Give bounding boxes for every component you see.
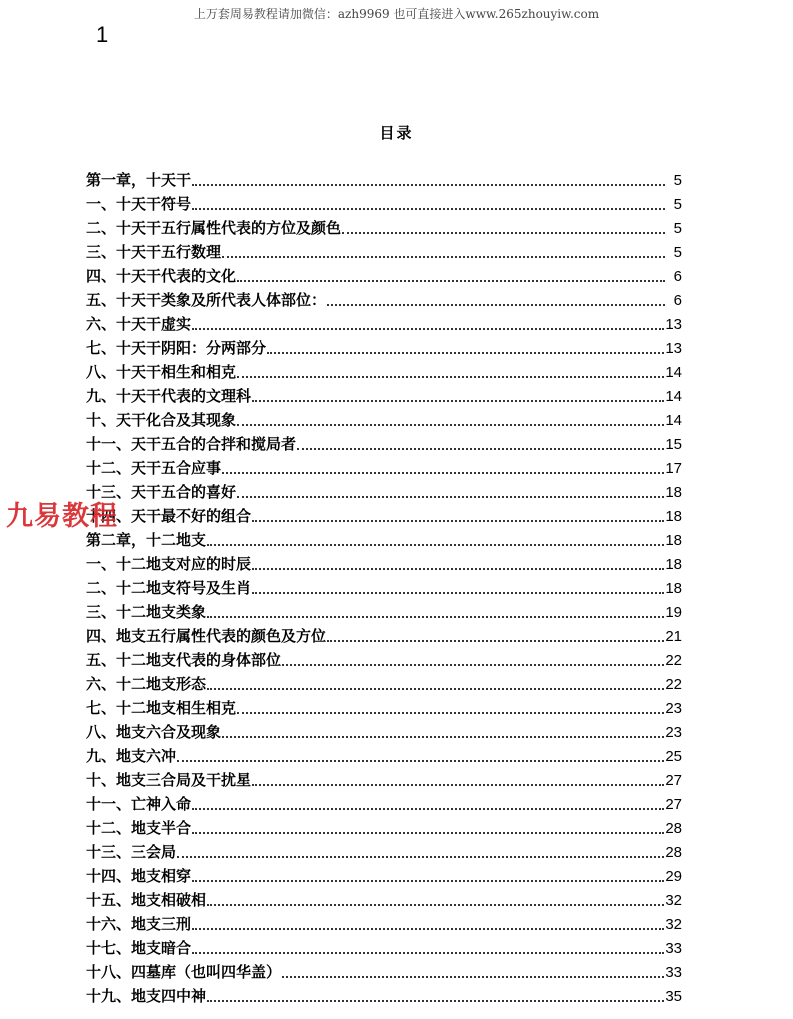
toc-entry-label: 三、十二地支类象 bbox=[86, 603, 207, 621]
toc-entry-page: 32 bbox=[665, 916, 682, 933]
toc-entry-label: 第一章，十天干 bbox=[86, 171, 192, 189]
toc-entry[interactable] bbox=[86, 336, 682, 360]
toc-entry[interactable] bbox=[86, 960, 682, 984]
toc-dot-leader bbox=[192, 818, 664, 834]
toc-dot-leader bbox=[192, 794, 664, 810]
toc-entry-page: 18 bbox=[665, 484, 682, 501]
toc-dot-leader bbox=[282, 650, 664, 666]
toc-entry-page: 22 bbox=[665, 676, 682, 693]
toc-entry[interactable] bbox=[86, 528, 682, 552]
toc-dot-leader bbox=[222, 242, 665, 258]
toc-dot-leader bbox=[192, 170, 665, 186]
header-note: 上万套周易教程请加微信：azh9969 也可直接进入www.265zhouyiw.com bbox=[193, 7, 600, 21]
toc-entry-page: 27 bbox=[665, 796, 682, 813]
toc-entry-label: 三、十天干五行数理 bbox=[86, 243, 222, 261]
toc-entry-page: 29 bbox=[665, 868, 682, 885]
toc-entry[interactable] bbox=[86, 504, 682, 528]
toc-entry-label: 十、天干化合及其现象 bbox=[86, 411, 237, 429]
toc-entry-label: 十九、地支四中神 bbox=[86, 987, 207, 1005]
toc-entry-label: 十七、地支暗合 bbox=[86, 939, 192, 957]
toc-entry-page: 5 bbox=[673, 172, 682, 189]
toc-dot-leader bbox=[282, 962, 664, 978]
toc-dot-leader bbox=[207, 530, 664, 546]
toc-entry-label: 十三、三会局 bbox=[86, 843, 177, 861]
toc-entry-page: 17 bbox=[665, 460, 682, 477]
toc-entry-label: 九、十天干代表的文理科 bbox=[86, 387, 252, 405]
toc-entry[interactable] bbox=[86, 312, 682, 336]
toc-dot-leader bbox=[192, 314, 664, 330]
toc-dot-leader bbox=[252, 770, 664, 786]
toc-entry-page: 5 bbox=[673, 196, 682, 213]
toc-entry[interactable] bbox=[86, 624, 682, 648]
toc-entry-label: 七、十天干阴阳：分两部分 bbox=[86, 339, 267, 357]
toc-entry[interactable] bbox=[86, 456, 682, 480]
toc-dot-leader bbox=[342, 218, 665, 234]
toc-entry-label: 六、十二地支形态 bbox=[86, 675, 207, 693]
toc-dot-leader bbox=[237, 482, 664, 498]
toc-entry-page: 13 bbox=[665, 316, 682, 333]
toc-entry[interactable] bbox=[86, 576, 682, 600]
toc-entry-label: 十二、天干五合应事 bbox=[86, 459, 222, 477]
toc-entry-page: 23 bbox=[665, 700, 682, 717]
toc-entry-label: 十二、地支半合 bbox=[86, 819, 192, 837]
toc-entry[interactable] bbox=[86, 744, 682, 768]
toc-entry-label: 一、十天干符号 bbox=[86, 195, 192, 213]
toc-entry-page: 33 bbox=[665, 940, 682, 957]
toc-entry-label: 四、十天干代表的文化 bbox=[86, 267, 237, 285]
toc-entry-page: 18 bbox=[665, 532, 682, 549]
toc-entry-label: 五、十天干类象及所代表人体部位： bbox=[86, 291, 327, 309]
toc-entry-page: 25 bbox=[665, 748, 682, 765]
toc-entry-page: 14 bbox=[665, 388, 682, 405]
toc-entry-page: 22 bbox=[665, 652, 682, 669]
toc-dot-leader bbox=[252, 554, 664, 570]
toc-entry[interactable] bbox=[86, 384, 682, 408]
toc-entry[interactable] bbox=[86, 936, 682, 960]
toc-entry-page: 33 bbox=[665, 964, 682, 981]
toc-entry-page: 14 bbox=[665, 412, 682, 429]
toc-entry-label: 七、十二地支相生相克 bbox=[86, 699, 237, 717]
toc-dot-leader bbox=[237, 266, 665, 282]
toc-entry[interactable] bbox=[86, 720, 682, 744]
toc-entry-page: 27 bbox=[665, 772, 682, 789]
toc-dot-leader bbox=[207, 602, 664, 618]
toc-entry[interactable] bbox=[86, 240, 682, 264]
toc-entry[interactable] bbox=[86, 264, 682, 288]
toc-entry[interactable] bbox=[86, 768, 682, 792]
toc-entry[interactable] bbox=[86, 816, 682, 840]
toc-entry-page: 32 bbox=[665, 892, 682, 909]
toc-dot-leader bbox=[237, 410, 664, 426]
toc-entry-page: 6 bbox=[673, 292, 682, 309]
toc-dot-leader bbox=[177, 746, 664, 762]
toc-entry[interactable] bbox=[86, 288, 682, 312]
toc-dot-leader bbox=[252, 386, 664, 402]
toc-dot-leader bbox=[207, 674, 664, 690]
toc-entry-page: 18 bbox=[665, 508, 682, 525]
toc-dot-leader bbox=[207, 986, 664, 1002]
toc-entry-page: 35 bbox=[665, 988, 682, 1005]
toc-entry-page: 15 bbox=[665, 436, 682, 453]
toc-dot-leader bbox=[207, 890, 664, 906]
toc-entry-page: 19 bbox=[665, 604, 682, 621]
toc-entry-label: 十一、天干五合的合拌和搅局者 bbox=[86, 435, 297, 453]
toc-entry[interactable] bbox=[86, 840, 682, 864]
toc-entry[interactable] bbox=[86, 432, 682, 456]
toc-dot-leader bbox=[192, 866, 664, 882]
toc-entry-label: 一、十二地支对应的时辰 bbox=[86, 555, 252, 573]
toc-entry-label: 十五、地支相破相 bbox=[86, 891, 207, 909]
toc-entry-label: 六、十天干虚实 bbox=[86, 315, 192, 333]
toc-dot-leader bbox=[177, 842, 664, 858]
toc-dot-leader bbox=[237, 362, 664, 378]
toc-entry-page: 6 bbox=[673, 268, 682, 285]
toc-dot-leader bbox=[222, 722, 664, 738]
toc-entry-page: 5 bbox=[673, 220, 682, 237]
toc-entry[interactable] bbox=[86, 792, 682, 816]
toc-dot-leader bbox=[192, 194, 665, 210]
toc-entry[interactable] bbox=[86, 696, 682, 720]
toc-entry[interactable] bbox=[86, 408, 682, 432]
toc-entry-label: 二、十二地支符号及生肖 bbox=[86, 579, 252, 597]
toc-entry[interactable] bbox=[86, 552, 682, 576]
toc-entry-label: 第二章，十二地支 bbox=[86, 531, 207, 549]
toc-dot-leader bbox=[222, 458, 664, 474]
toc-entry-label: 十一、亡神入命 bbox=[86, 795, 192, 813]
toc-entry-page: 5 bbox=[673, 244, 682, 261]
toc-entry-label: 八、十天干相生和相克 bbox=[86, 363, 237, 381]
toc-entry-label: 五、十二地支代表的身体部位 bbox=[86, 651, 282, 669]
toc-entry[interactable] bbox=[86, 360, 682, 384]
toc-dot-leader bbox=[252, 578, 664, 594]
toc-entry-label: 十六、地支三刑 bbox=[86, 915, 192, 933]
toc-entry-page: 23 bbox=[665, 724, 682, 741]
toc-entry-page: 14 bbox=[665, 364, 682, 381]
toc-entry-label: 九、地支六冲 bbox=[86, 747, 177, 765]
toc-entry[interactable] bbox=[86, 672, 682, 696]
toc-dot-leader bbox=[192, 914, 664, 930]
page-number: 1 bbox=[96, 22, 109, 47]
toc-entry[interactable] bbox=[86, 216, 682, 240]
toc-dot-leader bbox=[267, 338, 664, 354]
toc-entry-label: 二、十天干五行属性代表的方位及颜色 bbox=[86, 219, 342, 237]
toc-entry-page: 28 bbox=[665, 844, 682, 861]
toc-dot-leader bbox=[192, 938, 664, 954]
toc-dot-leader bbox=[297, 434, 664, 450]
toc-entry[interactable] bbox=[86, 984, 682, 1008]
toc-entry-label: 十四、地支相穿 bbox=[86, 867, 192, 885]
toc-entry-label: 八、地支六合及现象 bbox=[86, 723, 222, 741]
toc-entry-page: 21 bbox=[665, 628, 682, 645]
page-title: 目录 bbox=[379, 124, 414, 142]
table-of-contents bbox=[86, 168, 682, 1008]
toc-dot-leader bbox=[327, 290, 665, 306]
toc-entry-page: 13 bbox=[665, 340, 682, 357]
toc-entry[interactable] bbox=[86, 912, 682, 936]
toc-entry[interactable] bbox=[86, 600, 682, 624]
toc-entry[interactable] bbox=[86, 480, 682, 504]
toc-entry-label: 十三、天干五合的喜好 bbox=[86, 483, 237, 501]
toc-entry-page: 18 bbox=[665, 580, 682, 597]
toc-entry-label: 十八、四墓库（也叫四华盖） bbox=[86, 963, 282, 981]
toc-entry[interactable] bbox=[86, 192, 682, 216]
toc-entry-label: 十、地支三合局及干扰星 bbox=[86, 771, 252, 789]
toc-entry-page: 28 bbox=[665, 820, 682, 837]
toc-entry-label: 四、地支五行属性代表的颜色及方位 bbox=[86, 627, 327, 645]
toc-entry-page: 18 bbox=[665, 556, 682, 573]
watermark-logo: 九易教程 bbox=[6, 501, 118, 532]
toc-dot-leader bbox=[237, 698, 664, 714]
toc-dot-leader bbox=[327, 626, 664, 642]
toc-entry[interactable] bbox=[86, 168, 682, 192]
toc-entry[interactable] bbox=[86, 888, 682, 912]
toc-dot-leader bbox=[252, 506, 664, 522]
toc-entry[interactable] bbox=[86, 864, 682, 888]
toc-entry[interactable] bbox=[86, 648, 682, 672]
toc-entry-label: 十四、天干最不好的组合 bbox=[86, 507, 252, 525]
